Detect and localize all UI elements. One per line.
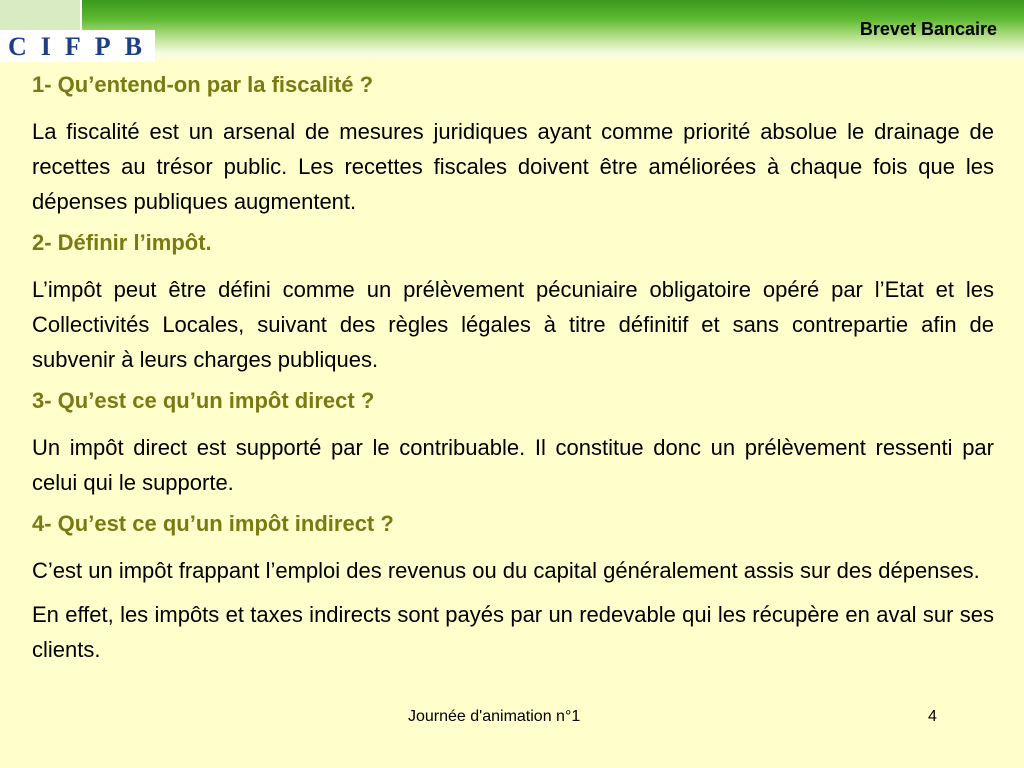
question-4: 4- Qu’est ce qu’un impôt indirect ?	[32, 511, 394, 536]
question-3: 3- Qu’est ce qu’un impôt direct ?	[32, 388, 375, 413]
answer-4-paragraph-1: C’est un impôt frappant l’emploi des revenus ou du capital généralement assis sur des dépenses.	[32, 558, 980, 583]
footer-text: Journée d'animation n°1	[408, 708, 581, 725]
slide-content	[32, 70, 994, 676]
logo-decoration	[0, 0, 82, 32]
question-2: 2- Définir l’impôt.	[32, 230, 212, 255]
page-number: 4	[928, 708, 937, 725]
header-title: Brevet Bancaire	[859, 19, 997, 39]
answer-4-paragraph-2: En effet, les impôts et taxes indirects sont payés par un redevable qui les récupère en aval sur ses clients.	[32, 602, 994, 662]
question-1: 1- Qu’entend-on par la fiscalité ?	[32, 72, 374, 97]
answer-1-paragraph: La fiscalité est un arsenal de mesures juridiques ayant comme priorité absolue le drainage de recettes au trésor public. Les recettes fiscales doivent être améliorées à chaque fois que les dépenses publiques augmentent.	[32, 119, 994, 214]
answer-2-paragraph: L’impôt peut être défini comme un prélèvement pécuniaire obligatoire opéré par l’Etat et les Collectivités Locales, suivant des règles légales à titre définitif et sans contrepartie afin de subvenir à leurs charges publiques.	[32, 277, 994, 372]
answer-3-paragraph: Un impôt direct est supporté par le contribuable. Il constitue donc un prélèvement ressenti par celui qui le supporte.	[32, 435, 994, 495]
logo-cifpb: CIFPB	[8, 32, 156, 61]
